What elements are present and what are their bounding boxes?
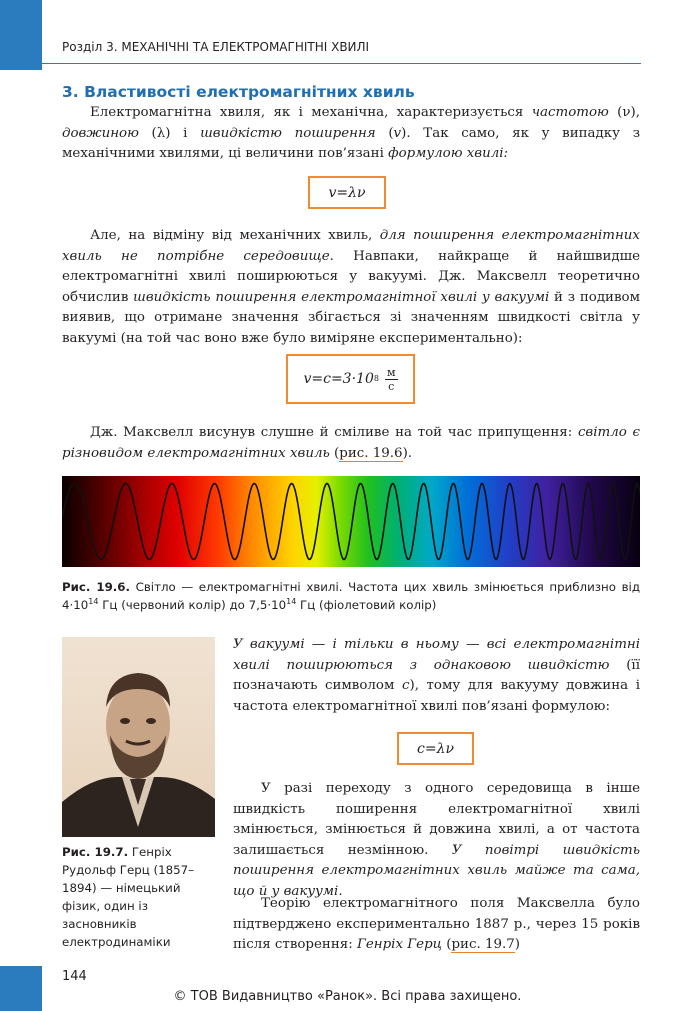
term-wave-formula: формулою хвилі: (388, 146, 509, 161)
copyright-notice: © ТОВ Видавництво «Ранок». Всі права захищено. (173, 989, 522, 1004)
text: У разі переходу з одного середовища в інше швидкість поширення електромагнітної хвилі змінюється, змінюється й довжина хвилі, а от частота залишається незмінною. (233, 781, 640, 858)
formula-wave: v=λν (308, 176, 386, 209)
text: Теорію електромагнітного поля Максвелла було підтверджено експериментально 1887 р., через 15 років після створення: (233, 896, 640, 952)
text: Але, на відміну від механічних хвиль, (90, 228, 380, 243)
caption-label: Рис. 19.7. (62, 845, 129, 859)
text: ( (375, 125, 394, 141)
text: Електромагнітна хвиля, як і механічна, характеризується (90, 105, 532, 120)
text: Дж. Максвелл висунув слушне й сміливе на той час припущення: (90, 425, 578, 440)
formula-vacuum: c=λν (397, 732, 474, 765)
text: Генріх Рудольф Герц (1857–1894) — німецький фізик, один із засновників електродинаміки (62, 845, 195, 949)
symbol-v: v (393, 125, 402, 141)
term-speed: швидкістю поширення (200, 125, 376, 141)
caption-fig-19-7 (62, 843, 222, 951)
text: . Навпаки, найкраще й найшвидше електромагнітні хвилі поширюються у вакуумі. Дж. Максвелл теоретично обчислив (62, 248, 640, 305)
figure-ref-19-7[interactable]: рис. 19.7 (451, 937, 515, 952)
header-rule (42, 63, 641, 64)
page-number: 144 (62, 969, 87, 984)
text: ). (402, 445, 413, 461)
text: Гц (фіолетовий колір) (296, 598, 437, 612)
unit-numerator: м (386, 365, 396, 379)
paragraph-intro (62, 103, 640, 165)
formula-lhs: v=c=3·10 (303, 371, 374, 387)
paragraph-vacuum-speed (233, 635, 640, 717)
caption-fig-19-6 (62, 578, 640, 614)
term-frequency: частотою (531, 105, 609, 120)
formula-speed-of-light: v=c=3·10 8 $\frac{м}{с}$ (286, 354, 415, 404)
unit-fraction (385, 366, 398, 393)
caption-label: Рис. 19.6. (62, 580, 130, 594)
symbol-c: c (401, 678, 410, 693)
emphasis-speed-vacuum: швидкість поширення електромагнітної хвилі у вакуумі (133, 289, 550, 305)
text: Світло — електромагнітні хвилі. Частота цих хвиль змінюється приблизно від 4·10 (62, 580, 640, 612)
text: (ν), (608, 105, 641, 120)
unit-denominator: с (388, 379, 395, 393)
paragraph-vacuum (62, 226, 640, 349)
term-wavelength: довжиною (62, 125, 139, 141)
section-title: 3. Властивості електромагнітних хвиль (62, 83, 415, 101)
figure-ref-19-6[interactable]: рис. 19.6 (339, 445, 403, 461)
text: (λ) і (138, 125, 201, 141)
running-header: Розділ 3. МЕХАНІЧНІ ТА ЕЛЕКТРОМАГНІТНІ ХВИЛІ (62, 40, 370, 54)
exponent: 14 (286, 597, 297, 607)
emphasis-light-em: світло є різновидом електромагнітних хвиль (62, 425, 640, 461)
text: ( (329, 445, 340, 461)
name-hertz: Генріх Герц (357, 937, 442, 952)
spectrum-figure (62, 476, 640, 567)
paragraph-hertz (233, 894, 640, 956)
emphasis-air: У повітрі швидкість поширення електромагнітних хвиль майже та сама, що й у вакуумі. (233, 842, 640, 899)
text: ). Так само, як у випадку з механічними хвилями, ці величини пов’язані (62, 125, 641, 161)
corner-tab-top (0, 0, 42, 70)
text: Гц (червоний колір) до 7,5·10 (98, 598, 287, 612)
paragraph-hypothesis (62, 423, 640, 464)
emphasis-no-medium: для поширення електромагнітних хвиль не потрібне середовище (62, 228, 640, 264)
exponent: 14 (88, 597, 99, 607)
text: ) (514, 937, 521, 952)
text: ( (441, 937, 452, 952)
text: (її позначають символом (233, 657, 641, 693)
paragraph-medium-change (233, 779, 640, 902)
text: ), тому для вакууму довжина і частота електромагнітної хвилі пов’язані формулою: (233, 678, 640, 714)
emphasis-same-speed: У вакуумі — і тільки в ньому — всі електромагнітні хвилі поширюються з однаковою швидкістю (233, 637, 640, 673)
portrait-hertz (62, 637, 215, 837)
text: й з подивом виявив, що отримане значення збігається зі значенням швидкості світла у вакуумі (на той час воно вже було виміряне експериментально): (62, 289, 640, 346)
wave-line (62, 476, 640, 567)
